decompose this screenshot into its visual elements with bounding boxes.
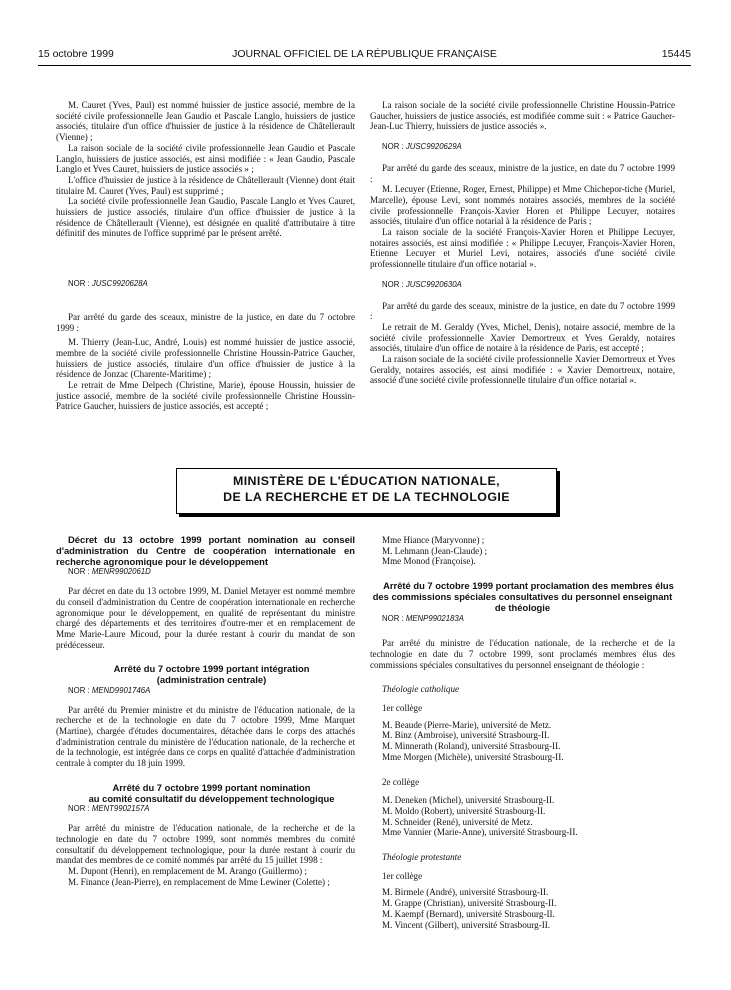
paragraph: M. Thierry (Jean-Luc, André, Louis) est nommé huissier de justice associé, membre de la société civile professionnelle Christine Houssin-Patrice Gaucher, huissiers de justice associés, titulaire d'un office d'huissier de justice à la résidence de Jonzac (Charente-Maritime) ; [56, 337, 355, 380]
paragraph: La raison sociale de la société civile professionnelle Christine Houssin-Patrice Gaucher, huissiers de justice associés, est modifiée comme suit : « Patrice Gaucher-Jean-Luc Thierry, huissiers de justice associés ». [370, 100, 675, 132]
name-item: Mme Monod (Françoise). [382, 556, 476, 567]
paragraph: M. Finance (Jean-Pierre), en remplacement de Mme Lewiner (Colette) ; [68, 876, 330, 887]
nor-label: NOR : [68, 804, 92, 814]
list-item: M. Deneken (Michel), université Strasbourg-II. [382, 795, 555, 806]
list-item: M. Grappe (Christian), université Strasbourg-II. [382, 898, 557, 909]
paragraph: Par décret en date du 13 octobre 1999, M. Daniel Metayer est nommé membre du conseil d'administration du Centre de coopération internationale en recherche agronomique pour le développement, en qualité de représentant du ministre chargé des départements et des territoires d'outre-mer et en remplacement de Mme Marie-Laure Micoud, pour la durée restant à courir du mandat de son prédécesseur. [56, 586, 355, 650]
nor-code: MENT9902157A [91, 804, 150, 814]
college-heading: 1er collège [382, 703, 423, 714]
list-item: M. Schneider (René), université de Metz. [382, 816, 533, 827]
paragraph: Le retrait de Mme Delpech (Christine, Marie), épouse Houssin, huissier de justice associé, membre de la société civile professionnelle Christine Houssin-Patrice Gaucher, huissiers de justice associés, est accepté ; [56, 380, 355, 412]
list-item: Mme Morgen (Michèle), université Strasbourg-II. [382, 751, 564, 762]
section-heading: Théologie protestante [382, 852, 462, 863]
decree-title: Décret du 13 octobre 1999 portant nomination au conseil d'administration du Centre de coopération internationale en recherche agronomique pour le développement [56, 534, 355, 567]
nor-code: JUSC9920629A [405, 142, 462, 152]
page-header [38, 48, 691, 64]
arrete-title: Arrêté du 7 octobre 1999 portant intégration [113, 663, 310, 675]
nor-reference [56, 279, 355, 290]
paragraph: La société civile professionnelle Jean Gaudio, Pascale Langlo et Yves Cauret, huissiers de justice associés, titulaire d'un office d'huissier de justice à la résidence de Châtellerault (Vienne), est désignée en qualité d'attributaire à titre définitif des minutes de l'office supprimé par le présent arrêté. [56, 196, 355, 239]
paragraph: Par arrêté du ministre de l'éducation nationale, de la recherche et de la technologie en date du 7 octobre 1999, sont proclamés membres élus des commissions spéciales consultatives du personnel enseignant de théologie : [370, 638, 675, 670]
nor-code: MENP9902183A [405, 613, 464, 623]
bottom-right-column [370, 535, 675, 930]
college-heading: 2e collège [382, 776, 420, 787]
nor-reference [56, 567, 355, 578]
nor-reference [56, 686, 355, 697]
arrete-title-sub: (administration centrale) [156, 674, 267, 686]
header-date: 15 octobre 1999 [38, 48, 114, 60]
ministry-line-1: MINISTÈRE DE L'ÉDUCATION NATIONALE, [232, 474, 501, 488]
paragraph: M. Lecuyer (Etienne, Roger, Ernest, Philippe) et Mme Chichepor-tiche (Muriel, Marcelle), épouse Levi, sont nommés notaires associés, membres de la société civile professionnelle François-Xavier Horen et Philippe Lecuyer, notaires associés, titulaire d'un office notarial à la résidence de Paris ; [370, 184, 675, 227]
bottom-left-column [56, 535, 355, 887]
paragraph: La raison sociale de la société François-Xavier Horen et Philippe Lecuyer, notaires associés, est ainsi modifiée : « Philippe Lecuyer, François-Xavier Horen, Etienne Lecuyer et Muriel Levi, notaires, associés d'une société civile professionnelle titulaire d'un office notarial ». [370, 227, 675, 270]
nor-label: NOR : [68, 279, 92, 289]
paragraph: Par arrêté du garde des sceaux, ministre de la justice, en date du 7 octobre 1999 : [370, 162, 675, 184]
paragraph: La raison sociale de la société civile professionnelle Jean Gaudio et Pascale Langlo, huissiers de justice associés, est ainsi modifiée : « Jean Gaudio, Pascale Langlo et Yves Cauret, huissiers de justice associés » ; [56, 142, 355, 175]
header-rule [38, 65, 691, 66]
list-item: M. Minnerath (Roland), université Strasbourg-II. [382, 741, 561, 752]
nor-code: MENR9902061D [91, 567, 151, 577]
journal-title: JOURNAL OFFICIEL DE LA RÉPUBLIQUE FRANÇAISE [232, 48, 497, 60]
paragraph: Par arrêté du ministre de l'éducation nationale, de la recherche et de la technologie en date du 7 octobre 1999, sont nommés membres du comité consultatif du développement technologique, pour la durée restant à courir du mandat des membres de ce comité nommés par arrêté du 15 juillet 1998 : [56, 823, 355, 866]
list-item: M. Moldo (Robert), université Strasbourg-II. [382, 805, 546, 816]
list-item: M. Birmele (André), université Strasbourg-II. [382, 887, 549, 898]
paragraph: Le retrait de M. Geraldy (Yves, Michel, Denis), notaire associé, membre de la société civile professionnelle Xavier Demortreux et Yves Geraldy, notaires associés, titulaire d'un office de notaire à la résidence de Paris, est accepté ; [370, 321, 675, 354]
paragraph: M. Cauret (Yves, Paul) est nommé huissier de justice associé, membre de la société civile professionnelle Jean Gaudio et Pascale Langlo, huissiers de justice associés, titulaire d'un office d'huissier de justice à la résidence de Châtellerault (Vienne) ; [56, 100, 355, 143]
list-item: M. Vincent (Gilbert), université Strasbourg-II. [382, 919, 551, 930]
nor-reference [370, 142, 675, 153]
nor-code: JUSC9920630A [405, 279, 462, 289]
nor-label: NOR : [68, 567, 92, 577]
nor-code: JUSC9920628A [91, 279, 148, 289]
list-item: M. Kaempf (Bernard), université Strasbourg-II. [382, 908, 555, 919]
list-item: M. Beaude (Pierre-Marie), université de Metz. [382, 719, 552, 730]
arrete-title: Arrêté du 7 octobre 1999 portant nomination [112, 781, 311, 793]
nor-label: NOR : [68, 685, 92, 695]
name-item: M. Lehmann (Jean-Claude) ; [382, 545, 488, 556]
paragraph: L'office d'huissier de justice à la résidence de Châtellerault (Vienne) dont était titulaire M. Cauret (Yves, Paul) est supprimé ; [56, 174, 355, 196]
paragraph: Par arrêté du Premier ministre et du ministre de l'éducation nationale, de la recherche et de la technologie en date du 7 octobre 1999, Mme Marquet (Martine), chargée d'études documentaires, détachée dans le corps des attachés d'administration centrale du ministère de l'éducation nationale, de la recherche et de la technologie, est intégrée dans ce corps en qualité d'attachée d'administration centrale à compter du 18 juin 1999. [56, 704, 355, 769]
paragraph: Par arrêté du garde des sceaux, ministre de la justice, en date du 7 octobre 1999 : [56, 311, 355, 333]
nor-reference [56, 804, 355, 815]
nor-reference [370, 614, 675, 625]
nor-reference [370, 280, 675, 291]
paragraph: La raison sociale de la société civile professionnelle Xavier Demortreux et Yves Geraldy, notaires associés, est ainsi modifiée : « Xavier Demortreux, notaire, associé d'une société civile professionnelle titulaire d'un office notarial ». [370, 354, 675, 386]
nor-label: NOR : [382, 142, 406, 152]
top-left-column [56, 100, 355, 412]
page-number: 15445 [661, 48, 691, 60]
list-item: M. Binz (Ambroise), université Strasbourg-II. [382, 730, 550, 741]
top-right-column [370, 100, 675, 386]
nor-label: NOR : [382, 279, 406, 289]
nor-label: NOR : [382, 613, 406, 623]
section-heading: Théologie catholique [382, 684, 460, 695]
college-heading: 1er collège [382, 870, 423, 881]
ministry-heading-box [176, 468, 557, 514]
ministry-line-2: DE LA RECHERCHE ET DE LA TECHNOLOGIE [223, 490, 510, 504]
paragraph: Par arrêté du garde des sceaux, ministre de la justice, en date du 7 octobre 1999 : [370, 300, 675, 322]
list-item: Mme Vannier (Marie-Anne), université Strasbourg-II. [382, 827, 578, 838]
paragraph: M. Dupont (Henri), en remplacement de M. Arango (Guillermo) ; [68, 865, 307, 876]
arrete-title-sub: au comité consultatif du développement technologique [88, 792, 335, 804]
nor-code: MEND9901746A [91, 685, 151, 695]
arrete-title: Arrêté du 7 octobre 1999 portant proclamation des membres élus des commissions spéciales consultatives du personnel enseignant de théologie [372, 580, 674, 613]
name-item: Mme Hiance (Maryvonne) ; [382, 535, 485, 545]
